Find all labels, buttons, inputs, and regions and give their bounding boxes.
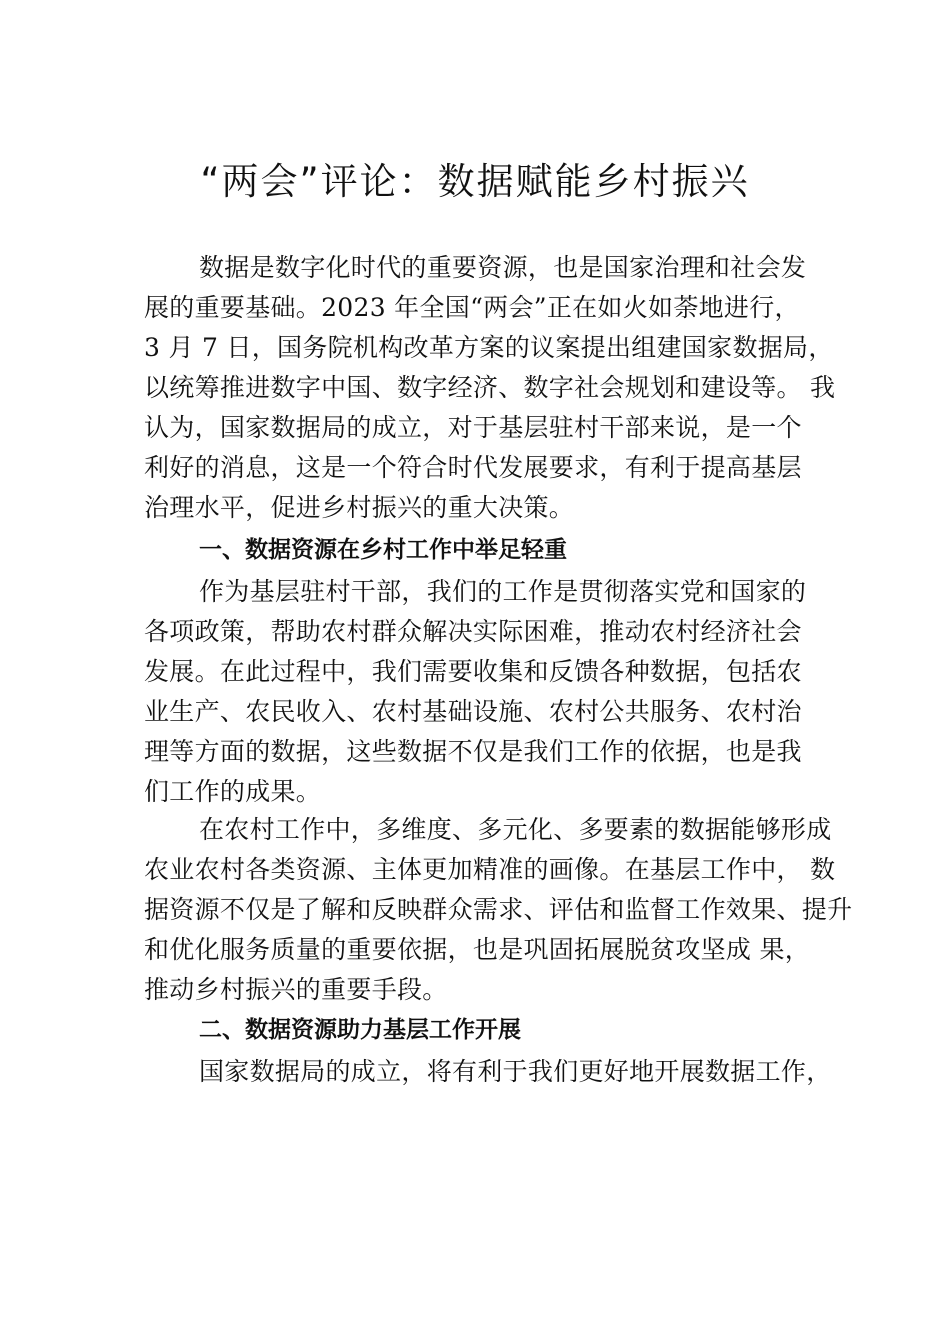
paragraph-line: 在农村工作中，多维度、多元化、多要素的数据能够形成: [199, 815, 832, 844]
section-heading-2-block: [144, 1010, 844, 1050]
paragraph-line: 理等方面的数据，这些数据不仅是我们工作的依据，也是我: [144, 737, 802, 766]
paragraph-line: 以统筹推进数字中国、数字经济、数字社会规划和建设等。 我: [144, 373, 836, 402]
paragraph-line: 展的重要基础。2023 年全国“两会”正在如火如荼地进行，: [144, 293, 800, 322]
paragraph-line: 治理水平，促进乡村振兴的重大决策。: [144, 493, 575, 522]
paragraph-line: 农业农村各类资源、主体更加精准的画像。在基层工作中， 数: [144, 855, 836, 884]
paragraph-2: [144, 572, 844, 812]
section-heading-2: 二、数据资源助力基层工作开展: [199, 1017, 521, 1043]
paragraph-line: 业生产、农民收入、农村基础设施、农村公共服务、农村治: [144, 697, 802, 726]
paragraph-1: [144, 248, 844, 528]
paragraph-line: 利好的消息，这是一个符合时代发展要求，有利于提高基层: [144, 453, 802, 482]
section-heading-1-block: [144, 530, 844, 570]
paragraph-line: 作为基层驻村干部，我们的工作是贯彻落实党和国家的: [199, 577, 807, 606]
paragraph-line: 各项政策，帮助农村群众解决实际困难，推动农村经济社会: [144, 617, 802, 646]
paragraph-line: 推动乡村振兴的重要手段。: [144, 975, 448, 1004]
paragraph-line: 和优化服务质量的重要依据，也是巩固拓展脱贫攻坚成 果，: [144, 935, 811, 964]
paragraph-line: 国家数据局的成立，将有利于我们更好地开展数据工作，: [199, 1057, 832, 1086]
paragraph-line: 认为，国家数据局的成立，对于基层驻村干部来说，是一个: [144, 413, 802, 442]
section-heading-1: 一、数据资源在乡村工作中举足轻重: [199, 537, 567, 563]
paragraph-4: [144, 1052, 844, 1092]
paragraph-line: 数据是数字化时代的重要资源，也是国家治理和社会发: [199, 253, 807, 282]
paragraph-3: [144, 810, 853, 1010]
paragraph-line: 们工作的成果。: [144, 777, 322, 806]
paragraph-line: 3 月 7 日，国务院机构改革方案的议案提出组建国家数据局，: [144, 333, 834, 362]
paragraph-line: 发展。在此过程中，我们需要收集和反馈各种数据，包括农: [144, 657, 802, 686]
document-title: “两会”评论：数据赋能乡村振兴: [200, 160, 750, 203]
paragraph-line: 据资源不仅是了解和反映群众需求、评估和监督工作效果、提升: [144, 895, 853, 924]
